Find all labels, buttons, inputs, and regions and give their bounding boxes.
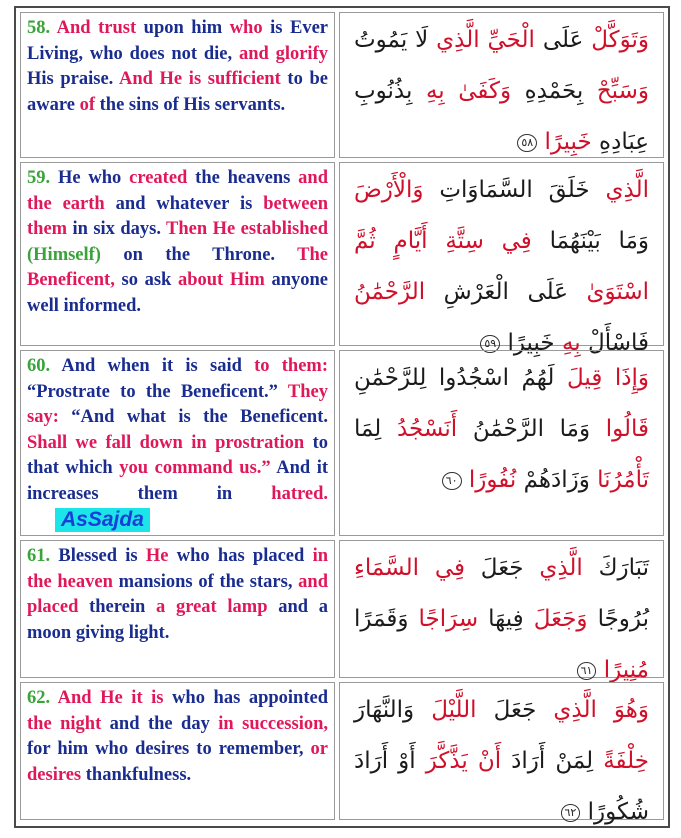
- verse-number: 61.: [27, 546, 51, 566]
- arabic-word: خِلْفَةً: [593, 748, 649, 774]
- ayah-number-icon: ٥٨: [517, 134, 537, 152]
- ayah-number-icon: ٦٢: [561, 804, 581, 822]
- translation-text: and glorify: [238, 43, 328, 64]
- arabic-word: خَلَقَ السَّمَاوَاتِ: [423, 177, 590, 203]
- translation-text: therein: [78, 597, 156, 618]
- arabic-word: سِرَاجًا: [408, 606, 479, 632]
- verse-table: [14, 6, 670, 828]
- translation-text: in succession,: [218, 713, 328, 734]
- arabic-word: بِهِ: [554, 330, 581, 356]
- arabic-word: عَلَى: [534, 27, 584, 53]
- translation-text: (Himself): [27, 244, 101, 265]
- translation-text: of: [79, 94, 95, 115]
- verse-number: 60.: [27, 356, 51, 376]
- ayah-number-icon: ٥٩: [480, 335, 500, 353]
- verse-number: 62.: [27, 688, 51, 708]
- english-translation: [20, 350, 335, 536]
- arabic-text: [339, 162, 664, 356]
- arabic-word: أَوْ أَرَادَ شُكُورًا: [354, 748, 649, 825]
- arabic-word: فِيهَا: [478, 606, 524, 632]
- translation-text: to them:: [254, 356, 328, 376]
- arabic-word: وَمَا بَيْنَهُمَا: [531, 228, 649, 254]
- arabic-word: أَنْ يَذَّكَّرَ: [415, 748, 502, 774]
- arabic-word: وَإِذَا قِيلَ: [554, 365, 649, 391]
- verse-number: 58.: [27, 18, 51, 38]
- translation-text: and whatever is: [104, 193, 264, 214]
- translation-text: the sins of His servants.: [95, 94, 286, 115]
- arabic-word: الرَّحْمَٰنُ: [354, 279, 426, 305]
- translation-text: He: [145, 546, 169, 566]
- arabic-word: فِي السَّمَاءِ: [354, 555, 465, 581]
- translation-text: and a moon giving light.: [27, 597, 329, 643]
- translation-text: anyone well informed.: [27, 270, 328, 316]
- arabic-word: خَبِيرًا: [544, 129, 592, 155]
- arabic-text: [339, 682, 664, 825]
- arabic-word: لَهُمُ اسْجُدُوا لِلرَّحْمَٰنِ: [354, 365, 555, 391]
- english-translation: [20, 540, 335, 678]
- arabic-word: عَلَى الْعَرْشِ: [425, 279, 568, 305]
- arabic-word: بِذُنُوبِ عِبَادِهِ: [354, 78, 649, 155]
- arabic-word: تَبَارَكَ: [582, 555, 649, 581]
- arabic-word: جَعَلَ: [465, 555, 524, 581]
- translation-text: Shall we fall down in prostration: [27, 432, 305, 453]
- translation-text: and the earth: [27, 168, 328, 214]
- translation-text: and placed: [27, 571, 328, 618]
- translation-text: on the Throne.: [100, 244, 298, 265]
- translation-text: And it increases them in: [27, 458, 329, 504]
- translation-text: “And what is the Beneficent.: [58, 407, 328, 428]
- arabic-word: فَاسْأَلْ: [580, 330, 649, 356]
- translation-text: who: [229, 18, 263, 38]
- arabic-word: وَسَبِّحْ: [583, 78, 649, 104]
- arabic-text: [339, 540, 664, 683]
- arabic-word: الْحَيِّ الَّذِي: [428, 27, 535, 53]
- arabic-text: [339, 350, 664, 536]
- arabic-word: فِي سِتَّةِ أَيَّامٍ: [375, 228, 532, 254]
- translation-text: to that which: [27, 432, 329, 479]
- verse-row-60: [20, 350, 664, 536]
- arabic-word: الَّذِي: [523, 555, 583, 581]
- arabic-word: وَزَادَهُمْ: [516, 467, 590, 493]
- sajda-badge: AsSajda: [55, 508, 150, 532]
- arabic-word: الَّذِي: [589, 177, 649, 203]
- arabic-word: لِمَا: [354, 416, 382, 442]
- translation-text: Him: [229, 270, 265, 291]
- arabic-word: ثُمَّ اسْتَوَىٰ: [354, 228, 649, 305]
- verse-row-61: [20, 540, 664, 683]
- arabic-word: وَمَا الرَّحْمَٰنُ: [457, 416, 591, 442]
- ayah-number-icon: ٦٠: [442, 472, 462, 490]
- arabic-word: وَالْأَرْضَ: [354, 177, 424, 203]
- translation-text: who has placed: [168, 546, 313, 566]
- translation-text: upon him: [136, 18, 230, 38]
- translation-text: And when it is said: [50, 356, 255, 376]
- translation-text: you command us.”: [119, 458, 271, 479]
- translation-text: His praise.: [27, 69, 119, 90]
- ayah-number-icon: ٦١: [577, 662, 597, 680]
- arabic-word: بِحَمْدِهِ: [511, 78, 584, 104]
- arabic-word: لِمَنْ أَرَادَ: [501, 748, 594, 774]
- translation-text: between them: [27, 193, 328, 240]
- arabic-word: وَالنَّهَارَ: [354, 697, 415, 723]
- translation-text: who has appointed: [163, 688, 328, 708]
- translation-text: They say:: [27, 381, 328, 428]
- arabic-word: وَجَعَلَ: [523, 606, 588, 632]
- translation-text: And: [50, 18, 99, 38]
- arabic-word: بُرُوجًا: [587, 606, 649, 632]
- arabic-word: وَكَفَىٰ بِهِ: [412, 78, 512, 104]
- translation-text: about: [177, 270, 224, 291]
- translation-text: hatred.: [271, 483, 328, 504]
- english-translation: [20, 162, 335, 346]
- translation-text: for him who desires to remember,: [27, 739, 311, 760]
- arabic-word: مُنِيرًا: [603, 657, 649, 683]
- translation-text: trust: [98, 18, 137, 38]
- verse-row-59: [20, 162, 664, 356]
- translation-text: is Ever Living, who does not die,: [27, 18, 328, 64]
- translation-text: in six days.: [67, 219, 167, 240]
- translation-text: so ask: [114, 270, 178, 291]
- arabic-word: اللَّيْلَ: [414, 697, 477, 723]
- translation-text: the heavens: [187, 168, 299, 188]
- translation-text: created: [129, 168, 188, 188]
- translation-text: mansions of the stars,: [112, 571, 299, 592]
- translation-text: thankfulness.: [81, 764, 192, 785]
- arabic-word: أَنَسْجُدُ: [381, 416, 458, 442]
- translation-text: And He is sufficient: [118, 69, 288, 90]
- english-translation: [20, 12, 335, 158]
- translation-text: “Prostrate to the Beneficent.”: [27, 381, 288, 402]
- verse-number: 59.: [27, 168, 51, 188]
- verse-row-62: [20, 682, 664, 825]
- arabic-word: جَعَلَ: [476, 697, 537, 723]
- translation-text: And He it is: [50, 688, 164, 708]
- arabic-word: تَأْمُرُنَا: [589, 467, 649, 493]
- translation-text: a great lamp: [156, 597, 268, 618]
- arabic-word: وَتَوَكَّلْ: [583, 27, 649, 53]
- translation-text: and the day: [101, 713, 219, 734]
- english-translation: [20, 682, 335, 820]
- arabic-word: وَهُوَ الَّذِي: [536, 697, 649, 723]
- arabic-word: لَا يَمُوتُ: [354, 27, 429, 53]
- translation-text: in the heaven: [27, 546, 328, 592]
- arabic-text: [339, 12, 664, 158]
- translation-text: Then He established: [166, 219, 328, 240]
- translation-text: to be aware: [27, 69, 328, 115]
- translation-text: or desires: [27, 739, 328, 785]
- arabic-word: خَبِيرًا: [507, 330, 555, 356]
- translation-text: The Beneficent,: [27, 244, 328, 291]
- arabic-word: قَالُوا: [590, 416, 649, 442]
- arabic-word: نُفُورًا: [468, 467, 517, 493]
- verse-row-58: [20, 12, 664, 158]
- translation-text: He who: [50, 168, 130, 188]
- translation-text: Blessed is: [50, 546, 146, 566]
- translation-text: [223, 270, 230, 290]
- translation-text: the night: [27, 713, 102, 734]
- arabic-word: وَقَمَرًا: [354, 606, 409, 632]
